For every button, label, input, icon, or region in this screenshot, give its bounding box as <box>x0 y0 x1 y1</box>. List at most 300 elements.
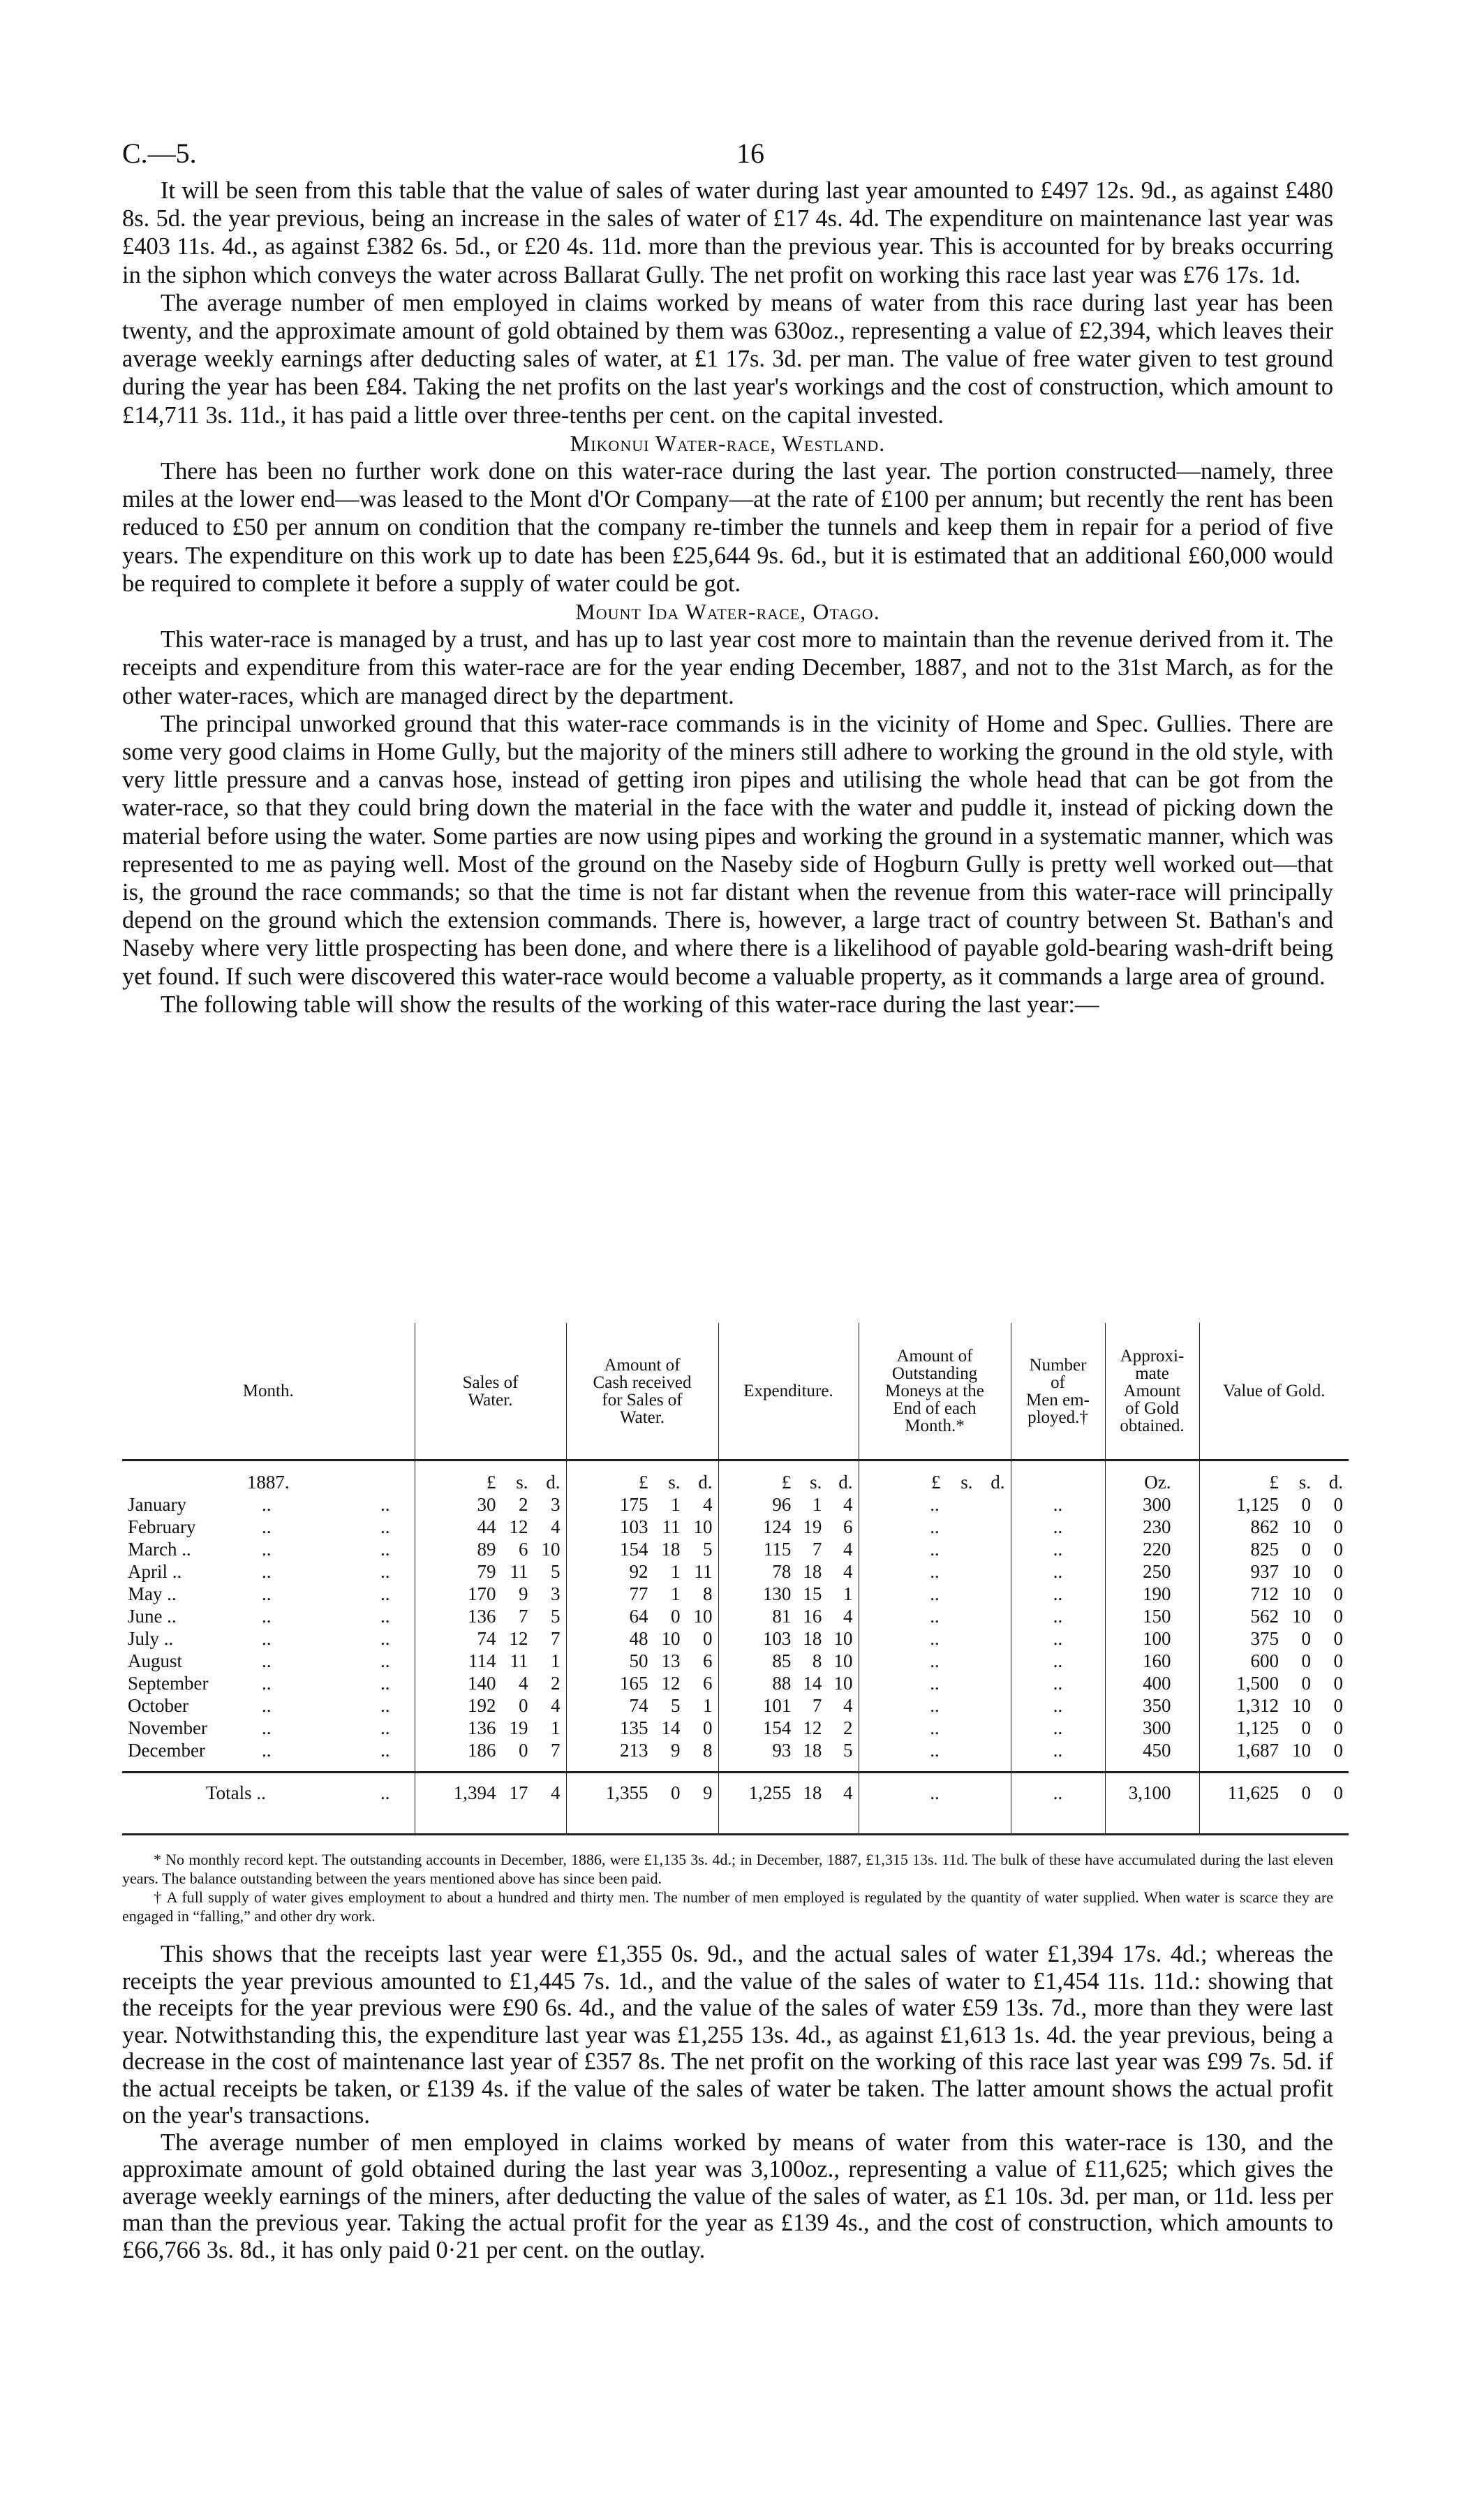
cash-received-shillings: 1 <box>671 1561 681 1582</box>
cash-received <box>566 1717 718 1739</box>
section-heading-mount-ida: Mount Ida Water-race, Otago. <box>575 599 880 625</box>
currency-units-pence: d. <box>698 1472 713 1493</box>
column-header-month: Month. <box>122 1323 415 1460</box>
outstanding-moneys: .. <box>859 1516 1011 1538</box>
cash-received-pounds: 77 <box>629 1583 648 1604</box>
cash-received <box>566 1650 718 1672</box>
month-name: October <box>128 1695 188 1716</box>
gold-value <box>1199 1717 1349 1739</box>
sales-of-water-pounds: 170 <box>468 1583 496 1604</box>
money-value <box>1205 1516 1344 1538</box>
expenditure-pence: 4 <box>843 1782 853 1803</box>
money-value <box>725 1583 853 1605</box>
month-cell <box>122 1672 415 1694</box>
expenditure-pence: 5 <box>843 1740 853 1761</box>
expenditure-pounds: 1,255 <box>748 1782 792 1803</box>
table-body <box>122 1460 1349 1835</box>
expenditure-pounds: 81 <box>772 1606 792 1627</box>
money-value <box>725 1773 853 1812</box>
leader-dots: .. <box>380 1695 390 1716</box>
column-header-sales-of-water: Sales of Water. <box>415 1323 566 1460</box>
money-value <box>572 1773 713 1812</box>
month-name: November <box>128 1717 207 1738</box>
cash-received-pence: 10 <box>693 1516 713 1537</box>
results-table-container <box>122 1323 1349 1835</box>
money-value <box>725 1717 853 1739</box>
expenditure-pounds: 124 <box>762 1516 792 1537</box>
month-name: December <box>128 1740 205 1761</box>
gold-value <box>1199 1694 1349 1717</box>
money-value <box>1205 1650 1344 1672</box>
cash-received <box>566 1773 718 1813</box>
gold-value <box>1199 1627 1349 1650</box>
month-name: March .. <box>128 1539 191 1560</box>
sales-of-water <box>415 1650 566 1672</box>
gold-ounces: 3,100 <box>1105 1773 1199 1813</box>
expenditure <box>718 1694 859 1717</box>
money-value <box>572 1560 713 1583</box>
sales-of-water <box>415 1694 566 1717</box>
money-value <box>572 1650 713 1672</box>
expenditure-pence: 2 <box>843 1717 853 1738</box>
gold-value-shillings: 10 <box>1292 1695 1311 1716</box>
gold-value-pence: 0 <box>1333 1606 1343 1627</box>
sales-of-water <box>415 1627 566 1650</box>
sales-of-water-pence: 10 <box>541 1539 561 1560</box>
cash-received-pounds: 213 <box>620 1740 648 1761</box>
sales-of-water <box>415 1717 566 1739</box>
currency-units-pounds: £ <box>931 1472 941 1493</box>
expenditure-shillings: 7 <box>812 1695 822 1716</box>
body-text-top <box>122 177 1333 1019</box>
gold-value-pounds: 1,125 <box>1236 1494 1279 1515</box>
currency-units-pounds: £ <box>639 1472 648 1493</box>
page-header <box>122 137 1344 172</box>
sales-of-water <box>415 1672 566 1694</box>
expenditure-shillings: 14 <box>803 1673 822 1694</box>
money-value <box>572 1672 713 1694</box>
expenditure <box>718 1493 859 1516</box>
expenditure-pence: 10 <box>833 1628 853 1649</box>
leader-dots: .. <box>380 1650 390 1671</box>
money-value <box>725 1694 853 1717</box>
section-heading-mikonui: Mikonui Water-race, Westland. <box>570 430 886 456</box>
money-value <box>1205 1739 1344 1761</box>
expenditure-pence: 1 <box>843 1583 853 1604</box>
cash-received <box>566 1493 718 1516</box>
sales-of-water-shillings: 7 <box>519 1606 528 1627</box>
month-name: April .. <box>128 1561 182 1582</box>
expenditure-pounds: 85 <box>772 1650 792 1671</box>
money-value <box>1205 1672 1344 1694</box>
money-value <box>725 1627 853 1650</box>
gold-value <box>1199 1516 1349 1538</box>
paragraph: It will be seen from this table that the value of sales of water during last year amounted to £497 12s. 9d., as against £480 8s. 5d. the year previous, being an increase in the sales of water of £17 4s. 4d. The expenditure on maintenance last year was £403 11s. 4d., as against £382 6s. 5d., or £20 4s. 11d. more than the previous year. This is accounted for by breaks occurring in the siphon which conveys the water across Ballarat Gully. The net profit on working this race last year was £76 17s. 1d. <box>122 177 1333 288</box>
money-value <box>421 1493 561 1516</box>
units-row <box>122 1471 1349 1493</box>
month-name: January <box>128 1494 186 1515</box>
expenditure-shillings: 1 <box>812 1494 822 1515</box>
table-row <box>122 1538 1349 1560</box>
money-value <box>572 1739 713 1761</box>
gold-value-pounds: 1,500 <box>1236 1673 1279 1694</box>
currency-units-pence: d. <box>1328 1472 1343 1493</box>
sales-of-water-pence: 5 <box>551 1561 561 1582</box>
leader-dots: .. <box>262 1606 272 1627</box>
money-value <box>572 1538 713 1560</box>
money-value <box>572 1471 713 1493</box>
money-value <box>1205 1493 1344 1516</box>
footnote-men-employed: † A full supply of water gives employment to about a hundred and thirty men. The number of men employed is regulated by the quantity of water supplied. When water is scarce they are engaged in “falling,” and other dry work. <box>122 1888 1333 1925</box>
sales-of-water-pence: 3 <box>551 1494 561 1515</box>
expenditure-shillings: 18 <box>803 1740 822 1761</box>
money-value <box>421 1583 561 1605</box>
leader-dots: .. <box>380 1673 390 1694</box>
cash-received-shillings: 5 <box>671 1695 681 1716</box>
sales-of-water-shillings: 12 <box>509 1628 528 1649</box>
outstanding-moneys: .. <box>859 1650 1011 1672</box>
column-header-outstanding-moneys: Amount of Outstanding Moneys at the End of each Month.* <box>859 1323 1011 1460</box>
money-value <box>1205 1560 1344 1583</box>
cash-received-pounds: 1,355 <box>605 1782 648 1803</box>
expenditure-shillings: 8 <box>812 1650 822 1671</box>
sales-of-water-pounds: 1,394 <box>453 1782 496 1803</box>
spacer-cell <box>1199 1761 1349 1773</box>
sales-of-water-shillings: 17 <box>509 1782 528 1803</box>
spacer-cell <box>566 1761 718 1773</box>
gold-ounces: 350 <box>1105 1694 1199 1717</box>
money-value <box>572 1493 713 1516</box>
money-value <box>421 1471 561 1493</box>
column-header-cash-received: Amount of Cash received for Sales of Water. <box>566 1323 718 1460</box>
gold-value-pence: 0 <box>1333 1561 1343 1582</box>
spacer-cell <box>566 1460 718 1472</box>
currency-units-shillings: s. <box>1298 1472 1311 1493</box>
gold-ounces: 160 <box>1105 1650 1199 1672</box>
cash-received-pence: 6 <box>703 1650 713 1671</box>
cash-received-shillings: 14 <box>661 1717 681 1738</box>
men-employed: .. <box>1011 1560 1105 1583</box>
expenditure <box>718 1605 859 1627</box>
expenditure-pounds: 78 <box>772 1561 792 1582</box>
gold-ounces: 300 <box>1105 1717 1199 1739</box>
month-cell <box>122 1739 415 1761</box>
spacer-cell <box>1011 1812 1105 1835</box>
gold-value-shillings: 0 <box>1301 1539 1311 1560</box>
expenditure <box>718 1717 859 1739</box>
leader-dots: .. <box>380 1539 390 1560</box>
gold-value-pence: 0 <box>1333 1650 1343 1671</box>
gold-value-shillings: 10 <box>1292 1561 1311 1582</box>
table-row <box>122 1672 1349 1694</box>
spacer-cell <box>1199 1460 1349 1472</box>
outstanding-moneys: .. <box>859 1493 1011 1516</box>
sales-of-water <box>415 1560 566 1583</box>
expenditure-pence: 10 <box>833 1673 853 1694</box>
month-name: September <box>128 1673 209 1694</box>
table-row <box>122 1694 1349 1717</box>
gold-value <box>1199 1672 1349 1694</box>
spacer-cell <box>1011 1761 1105 1773</box>
expenditure <box>718 1672 859 1694</box>
gold-ounces: 220 <box>1105 1538 1199 1560</box>
currency-units <box>415 1471 566 1493</box>
cash-received-pounds: 74 <box>629 1695 648 1716</box>
outstanding-moneys: .. <box>859 1739 1011 1761</box>
currency-units-shillings: s. <box>810 1472 822 1493</box>
mount-ida-results-table <box>122 1323 1349 1835</box>
month-cell <box>122 1560 415 1583</box>
cash-received-pence: 1 <box>703 1695 713 1716</box>
leader-dots: .. <box>262 1695 272 1716</box>
gold-value-pence: 0 <box>1333 1516 1343 1537</box>
gold-value-pounds: 712 <box>1250 1583 1279 1604</box>
table-bottom-row <box>122 1812 1349 1835</box>
cash-received <box>566 1538 718 1560</box>
money-value <box>572 1583 713 1605</box>
money-value <box>421 1627 561 1650</box>
sales-of-water <box>415 1538 566 1560</box>
table-row <box>122 1493 1349 1516</box>
men-employed: .. <box>1011 1627 1105 1650</box>
expenditure <box>718 1560 859 1583</box>
cash-received-shillings: 11 <box>662 1516 681 1537</box>
men-employed: .. <box>1011 1739 1105 1761</box>
men-employed: .. <box>1011 1493 1105 1516</box>
gold-value-shillings: 0 <box>1301 1628 1311 1649</box>
gold-value-pence: 0 <box>1333 1673 1343 1694</box>
money-value <box>725 1493 853 1516</box>
expenditure-shillings: 7 <box>812 1539 822 1560</box>
expenditure-pence: 6 <box>843 1516 853 1537</box>
gold-value <box>1199 1773 1349 1813</box>
month-name: May .. <box>128 1583 177 1604</box>
cash-received <box>566 1739 718 1761</box>
expenditure-pounds: 96 <box>772 1494 792 1515</box>
gold-value <box>1199 1560 1349 1583</box>
leader-dots: .. <box>262 1628 272 1649</box>
expenditure-pence: 4 <box>843 1695 853 1716</box>
expenditure-shillings: 18 <box>803 1628 822 1649</box>
gold-value-pence: 0 <box>1333 1740 1343 1761</box>
men-employed: .. <box>1011 1605 1105 1627</box>
cash-received-pence: 6 <box>703 1673 713 1694</box>
leader-dots: .. <box>380 1494 390 1515</box>
leader-dots: .. <box>262 1583 272 1604</box>
sales-of-water-pounds: 79 <box>477 1561 496 1582</box>
sales-of-water-shillings: 9 <box>519 1583 528 1604</box>
leader-dots: .. <box>380 1717 390 1738</box>
outstanding-moneys: .. <box>859 1717 1011 1739</box>
leader-dots: .. <box>380 1606 390 1627</box>
men-employed: .. <box>1011 1672 1105 1694</box>
month-cell <box>122 1538 415 1560</box>
gold-ounces: 300 <box>1105 1493 1199 1516</box>
spacer-cell <box>1105 1460 1199 1472</box>
spacer-cell <box>718 1812 859 1835</box>
cash-received-pence: 0 <box>703 1628 713 1649</box>
month-cell <box>122 1773 415 1813</box>
gold-value-shillings: 0 <box>1301 1717 1311 1738</box>
money-value <box>421 1739 561 1761</box>
expenditure-pounds: 101 <box>762 1695 792 1716</box>
currency-units <box>1199 1471 1349 1493</box>
table-row <box>122 1583 1349 1605</box>
currency-units <box>566 1471 718 1493</box>
cash-received-pounds: 48 <box>629 1628 648 1649</box>
sales-of-water-pounds: 136 <box>468 1606 496 1627</box>
money-value <box>421 1516 561 1538</box>
sales-of-water-pounds: 140 <box>468 1673 496 1694</box>
expenditure-shillings: 18 <box>803 1782 822 1803</box>
spacer-cell <box>859 1460 1011 1472</box>
spacer-cell <box>415 1812 566 1835</box>
gold-ounces: 190 <box>1105 1583 1199 1605</box>
gold-ounces: 230 <box>1105 1516 1199 1538</box>
gold-value-shillings: 10 <box>1292 1740 1311 1761</box>
month-cell <box>122 1650 415 1672</box>
expenditure-shillings: 16 <box>803 1606 822 1627</box>
money-value <box>725 1672 853 1694</box>
expenditure-shillings: 18 <box>803 1561 822 1582</box>
expenditure-pounds: 103 <box>762 1628 792 1649</box>
spacer-cell <box>1105 1812 1199 1835</box>
sales-of-water <box>415 1739 566 1761</box>
sales-of-water-pence: 1 <box>551 1717 561 1738</box>
paragraph: The average number of men employed in claims worked by means of water from this water-race is 130, and the approximate amount of gold obtained during the last year was 3,100oz., representing a value of £11,625; which gives the average weekly earnings of the miners, after deducting the value of the sales of water, as £1 10s. 3d. per man, or 11d. less per man than the previous year. Taking the actual profit for the year as £139 4s., and the cost of construction, which amounts to £66,766 3s. 8d., it has only paid 0·21 per cent. on the outlay. <box>122 2129 1333 2263</box>
table-row <box>122 1650 1349 1672</box>
sales-of-water-pence: 7 <box>551 1628 561 1649</box>
money-value <box>1205 1605 1344 1627</box>
expenditure <box>718 1650 859 1672</box>
money-value <box>421 1560 561 1583</box>
currency-units-pence: d. <box>546 1472 561 1493</box>
cash-received-shillings: 10 <box>661 1628 681 1649</box>
gold-value-pence: 0 <box>1333 1782 1343 1803</box>
column-header-men-employed: Number of Men em- ployed.† <box>1011 1323 1105 1460</box>
sales-of-water-pence: 2 <box>551 1673 561 1694</box>
currency-units-pence: d. <box>838 1472 853 1493</box>
money-value <box>421 1773 561 1812</box>
table-row <box>122 1627 1349 1650</box>
men-employed: .. <box>1011 1516 1105 1538</box>
leader-dots: .. <box>262 1516 272 1537</box>
leader-dots: .. <box>262 1673 272 1694</box>
cash-received-pounds: 64 <box>629 1606 648 1627</box>
cash-received-pence: 0 <box>703 1717 713 1738</box>
cash-received-pounds: 50 <box>629 1650 648 1671</box>
document-reference: C.—5. <box>122 138 197 169</box>
men-employed: .. <box>1011 1773 1105 1813</box>
sales-of-water-pounds: 89 <box>477 1539 496 1560</box>
men-employed: .. <box>1011 1717 1105 1739</box>
cash-received-shillings: 18 <box>661 1539 681 1560</box>
money-value <box>1205 1773 1344 1812</box>
expenditure <box>718 1583 859 1605</box>
paragraph: The average number of men employed in claims worked by means of water from this race during last year has been twenty, and the approximate amount of gold obtained by them was 630oz., representing a value of £2,394, which leaves their average weekly earnings after deducting sales of water, at £1 17s. 3d. per man. The value of free water given to test ground during the year has been £84. Taking the net profits on the last year's workings and the cost of construction, which amount to £14,711 3s. 11d., it has paid a little over three-tenths per cent. on the capital invested. <box>122 289 1333 429</box>
money-value <box>572 1627 713 1650</box>
month-cell <box>122 1627 415 1650</box>
gold-value-pounds: 562 <box>1250 1606 1279 1627</box>
money-value <box>572 1717 713 1739</box>
men-employed: .. <box>1011 1583 1105 1605</box>
currency-units-shillings: s. <box>516 1472 528 1493</box>
footnotes <box>122 1850 1333 1925</box>
spacer-cell <box>1105 1761 1199 1773</box>
table-row <box>122 1516 1349 1538</box>
men-employed: .. <box>1011 1650 1105 1672</box>
sales-of-water-pounds: 74 <box>477 1628 496 1649</box>
cash-received-pence: 8 <box>703 1740 713 1761</box>
month-name: July .. <box>128 1628 174 1649</box>
money-value <box>1205 1627 1344 1650</box>
money-value <box>572 1516 713 1538</box>
sales-of-water-shillings: 0 <box>519 1740 528 1761</box>
expenditure-pounds: 130 <box>762 1583 792 1604</box>
currency-units-pounds: £ <box>487 1472 496 1493</box>
table-header-row <box>122 1323 1349 1460</box>
spacer-row <box>122 1460 1349 1472</box>
table-row <box>122 1560 1349 1583</box>
cash-received-pounds: 103 <box>620 1516 648 1537</box>
expenditure-shillings: 15 <box>803 1583 822 1604</box>
leader-dots: .. <box>380 1740 390 1761</box>
gold-value-pence: 0 <box>1333 1494 1343 1515</box>
month-cell <box>122 1694 415 1717</box>
cash-received <box>566 1605 718 1627</box>
paragraph: The principal unworked ground that this water-race commands is in the vicinity of Home and Spec. Gullies. There are some very good claims in Home Gully, but the majority of the miners still adhere to working the ground in the old style, with very little pressure and a canvas hose, instead of getting iron pipes and utilising the whole head that can be got from the water-race, so that they could bring down the material in the face with the water and puddle it, instead of picking down the material before using the water. Some parties are now using pipes and working the ground in a systematic manner, which was represented to me as paying well. Most of the ground on the Naseby side of Hogburn Gully is pretty well worked out—that is, the ground the race commands; so that the time is not far distant when the revenue from this water-race will principally depend on the ground which the extension commands. There is, however, a large tract of country between St. Bathan's and Naseby where very little prospecting has been done, and where there is a likelihood of payable gold-bearing wash-drift being yet found. If such were discovered this water-race would become a valuable property, as it commands a large area of ground. <box>122 710 1333 990</box>
currency-units-shillings: s. <box>960 1472 973 1493</box>
cash-received-pence: 5 <box>703 1539 713 1560</box>
outstanding-moneys: .. <box>859 1538 1011 1560</box>
sales-of-water-pounds: 114 <box>468 1650 496 1671</box>
cash-received-shillings: 13 <box>661 1650 681 1671</box>
spacer-cell <box>718 1460 859 1472</box>
gold-value-shillings: 0 <box>1301 1673 1311 1694</box>
outstanding-moneys: .. <box>859 1605 1011 1627</box>
leader-dots: .. <box>380 1628 390 1649</box>
leader-dots: .. <box>380 1516 390 1537</box>
month-name: August <box>128 1650 183 1671</box>
sales-of-water-shillings: 0 <box>519 1695 528 1716</box>
cash-received <box>566 1560 718 1583</box>
expenditure-pounds: 88 <box>772 1673 792 1694</box>
sales-of-water-pence: 1 <box>551 1650 561 1671</box>
gold-ounces: 150 <box>1105 1605 1199 1627</box>
gold-ounces: 400 <box>1105 1672 1199 1694</box>
expenditure <box>718 1538 859 1560</box>
currency-units <box>718 1471 859 1493</box>
money-value <box>572 1605 713 1627</box>
sales-of-water-pounds: 30 <box>477 1494 496 1515</box>
cash-received-shillings: 1 <box>671 1494 681 1515</box>
gold-value-shillings: 0 <box>1301 1494 1311 1515</box>
spacer-cell <box>415 1761 566 1773</box>
spacer-cell <box>859 1761 1011 1773</box>
cash-received <box>566 1583 718 1605</box>
sales-of-water-pence: 3 <box>551 1583 561 1604</box>
spacer-cell <box>859 1812 1011 1835</box>
sales-of-water-shillings: 4 <box>519 1673 528 1694</box>
table-row <box>122 1739 1349 1761</box>
sales-of-water <box>415 1605 566 1627</box>
empty-cell <box>1011 1471 1105 1493</box>
money-value <box>1205 1717 1344 1739</box>
currency-units-pence: d. <box>990 1472 1005 1493</box>
sales-of-water <box>415 1773 566 1813</box>
gold-value <box>1199 1650 1349 1672</box>
expenditure <box>718 1516 859 1538</box>
